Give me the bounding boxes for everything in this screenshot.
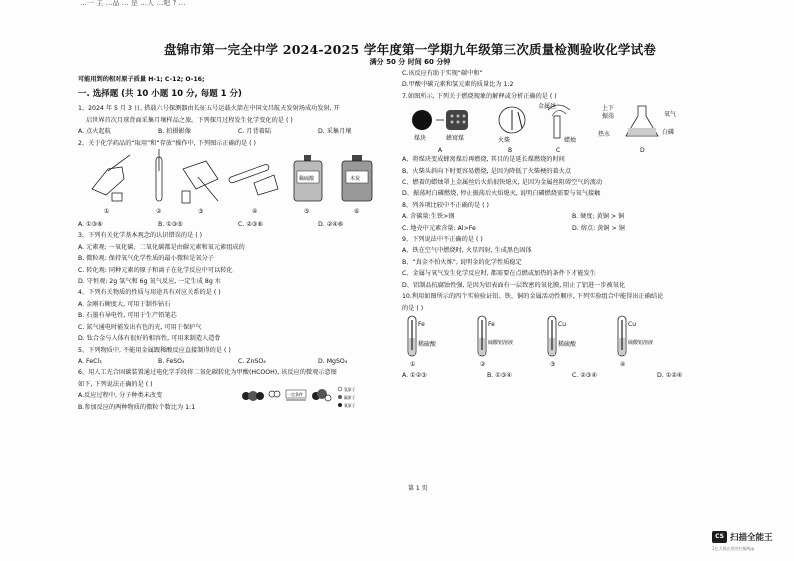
q4-option-d: D. 钛合金与人体有很好的相容性, 可用来制造人造骨 [78, 335, 221, 343]
q6-line2: 如下, 下列说法正确的是 ( ) [78, 380, 153, 388]
q1-option-a: A. 点火起航 [78, 128, 111, 136]
q4-option-c: C. 氮气通电时能发出有色的光, 可用于保护气 [78, 323, 202, 331]
q6-legend-o: 氧原子 [344, 403, 356, 409]
q7-figure-a [412, 110, 468, 154]
q6-block [78, 387, 398, 416]
section-heading: 一. 选择题 (共 10 小题 10 分, 每题 1 分) [78, 89, 242, 100]
q2-figure-3 [182, 161, 218, 203]
q9-option-d: D、铝制品抗腐蚀性强, 是因为铝表面有一层致密的氧化膜, 阻止了铝进一步被氧化 [402, 281, 626, 289]
q1-line2: 启世界首次月球背面采集月壤样品之旅。下列探月过程发生化学变化的是 ( ) [86, 116, 293, 124]
q8-option-a: A. 含碳量:生铁>钢 [402, 213, 455, 221]
q7-stem: 7.如图所示, 下列关于燃烧现象的解释或分析正确的是 ( ) [402, 92, 557, 100]
q10-tube4-num: ④ [620, 360, 626, 368]
q2-option-c: C. ②③⑥ [238, 221, 263, 229]
q9-option-b: B、“真金不怕火炼”, 说明金的化学性质稳定 [402, 258, 522, 266]
q6-option-c: C.该反应有助于实现“碳中和” [402, 70, 483, 77]
q5-options [78, 356, 398, 367]
q1-option-c: C. 月背着陆 [238, 128, 272, 136]
q7-label-c: C [556, 147, 561, 155]
q7-metal-label: 金属丝 [538, 103, 557, 111]
q10-line1: 10.利用如图所示的四个实验验证铝、铁、铜的金属活动性顺序, 下列实验组合中能得出正确结论 [402, 293, 664, 301]
q5-option-c: C. ZnSO₄ [238, 357, 266, 365]
q10-tube3-num: ③ [550, 360, 556, 368]
q2-label-6: ⑥ [354, 208, 360, 216]
q2-stem: 2、关于化学药品的“取用”和“存放”操作中, 下列图示正确的是 ( ) [78, 139, 256, 147]
q2-figure-1 [92, 155, 130, 201]
q1-options [78, 126, 398, 137]
torn-header-text: …一 主 …品 … 是 …人 …吧 ? … [80, 0, 186, 7]
q7-option-c: C、燃着的蜡烛罩上金属丝后火焰很快熄灭, 是因为金属丝阻碍空气的流动 [402, 179, 603, 187]
q10-options [402, 370, 742, 381]
q10-tube1-metal: Fe [418, 320, 425, 328]
q6-option-a: A.反应过程中, 分子种类未改变 [78, 392, 163, 400]
q6-legend-h: 氢原子 [344, 387, 356, 393]
q7-honeycomb-label: 蜂窝煤 [446, 135, 465, 143]
q5-option-a: A. FeCl₃ [78, 357, 102, 365]
page-number: 第 1 页 [408, 485, 428, 492]
q3-stem: 3、下列有关化学基本观念的认识错误的是 ( ) [78, 232, 203, 240]
q2-option-a: A. ①③⑥ [78, 221, 103, 229]
q6-legend-c: 碳原子 [344, 395, 356, 401]
q2-figure [78, 149, 398, 219]
q5-stem: 5、下列物质中, 不能用金属跟稀酸反应直接制得的是 ( ) [78, 346, 231, 354]
q10-option-a: A. ①②③ [402, 371, 427, 379]
q7-sway-label: 振荡 [602, 113, 615, 121]
q10-tube2-num: ② [480, 360, 486, 368]
q7-updown-label: 上下 [602, 105, 615, 113]
q1-option-b: B. 拍摄影像 [158, 128, 191, 136]
q9-option-c: C、金属与氧气发生化学反应时, 都需要在点燃或加热的条件下才能发生 [402, 270, 596, 278]
q2-figure-4 [228, 164, 278, 195]
q6-condition: 一定条件 [287, 392, 303, 398]
q9-stem: 9、下列说法中不正确的是 ( ) [402, 236, 483, 244]
q7-option-d: D、振荡时白磷燃烧, 停止振荡后火焰熄灭, 说明白磷燃烧需要与氧气接触 [402, 190, 601, 198]
q10-tube2-metal: Fe [488, 320, 495, 328]
q3-option-a: A. 元素观: 一氧化碳、二氧化碳都是由碳元素和氧元素组成的 [78, 243, 245, 251]
q7-label-b: B [508, 147, 513, 155]
q7-label-a: A [438, 147, 443, 155]
q10-tube1-num: ① [410, 360, 416, 368]
q1-option-d: D. 采集月壤 [318, 128, 352, 136]
q10-tube1-solution: 稀硫酸 [418, 340, 437, 348]
q10-tube-4 [618, 316, 653, 368]
q6-reactant-molecules [242, 391, 280, 401]
q6-option-d: D.甲酸中碳元素和氢元素的质量比为 1:2 [402, 81, 514, 89]
left-column [78, 74, 398, 416]
q8-stem: 8、列各项比较中不正确的是 ( ) [402, 201, 489, 209]
q10-line2: 的是 ( ) [402, 304, 424, 312]
q2-label-5: ⑤ [304, 208, 310, 216]
q1-line1: 1、2024 年 5 月 3 日, 搭载六号探测器由长征五号运载火箭在中国文昌航天发射场成功发射, 开 [78, 105, 340, 113]
q5-option-b: B. FeSO₄ [158, 357, 185, 365]
q10-tube4-solution: 硫酸铝溶液 [628, 339, 654, 346]
q2-option-d: D. ②④⑥ [318, 221, 344, 229]
q4-stem: 4、下列有关物质的性质与用途具有对应关系的是 ( ) [78, 289, 221, 297]
q7-fire-label: 火柴 [498, 137, 511, 145]
q7-option-b: B、火柴头斜向下时更容易燃烧, 是因为降低了火柴梗的着火点 [402, 167, 572, 175]
q2-bottle2-label: 木炭 [350, 176, 361, 183]
q7-hotwater-label: 热水 [598, 131, 611, 139]
q7-candle-label: 蜡烛 [564, 137, 577, 145]
q6-line1: 6、用人工光合固碳装置通过电化学手段将二氧化碳转化为甲酸(HCOOH), 该反应的微观示意图 [78, 369, 337, 377]
q7-oxygen-label: 氧气 [664, 111, 677, 119]
q9-option-a: A、铁在空气中燃烧时, 火星四射, 生成黑色固体 [402, 247, 532, 255]
q5-option-d: D. MgSO₄ [318, 357, 348, 365]
q2-operations-illustration [78, 149, 398, 219]
q10-test-tubes [402, 314, 742, 370]
q3-option-c: C. 转化观: 同种元素的原子和离子在化学反应中可以转化 [78, 266, 233, 274]
q7-figure [402, 102, 742, 154]
q10-tube4-metal: Cu [628, 320, 636, 328]
q10-figure [402, 314, 742, 370]
q2-label-1: ① [104, 208, 110, 216]
q4-option-b: B. 石墨有导电性, 可用于生产铅笔芯 [78, 312, 177, 320]
q3-option-d: D. 守恒观: 2g 氢气和 6g 氧气反应, 一定生成 8g 水 [78, 278, 221, 286]
right-column [402, 68, 742, 381]
scanner-watermark [712, 529, 790, 555]
q2-label-4: ④ [252, 208, 258, 216]
q10-option-c: C. ②③④ [572, 371, 597, 379]
q8-option-c: C. 地壳中元素含量: Al>Fe [402, 224, 476, 232]
exam-title: 盘锦市第一完全中学 2024-2025 学年度第一学期九年级第三次质量检测验收化学试卷 [163, 42, 657, 57]
exam-subtitle: 满分 50 分 时间 60 分钟 [369, 58, 451, 66]
cs-logo-icon: CS [712, 531, 727, 543]
q7-figure-b [498, 107, 525, 154]
q7-figure-c [538, 102, 577, 154]
q8-option-d: D. 熔点: 黄铜 > 铜 [572, 224, 625, 232]
q10-option-b: B. ①③④ [487, 371, 512, 379]
q6-legend [338, 387, 356, 408]
q6-option-b: B.参加反应的两种物质的微粒个数比为 1:1 [78, 404, 196, 412]
q10-tube-2 [478, 316, 513, 368]
q2-option-b: B. ①③⑤ [158, 221, 183, 229]
scanner-tagline: 3亿人都在用的扫描App [712, 546, 755, 551]
q4-option-a: A. 金刚石硬度大, 可用于制作钻石 [78, 300, 171, 308]
q7-figure-d [598, 104, 676, 154]
atomic-masses: 可能用到的相对原子质量 H-1; C-12; O-16; [78, 76, 205, 83]
q10-tube3-solution: 稀硫酸 [558, 340, 577, 348]
q2-bottle1-label: 稀硫酸 [299, 176, 315, 183]
q8-option-b: B. 硬度: 黄铜 > 铜 [572, 213, 625, 221]
q3-option-b: B. 微粒观: 保持氧气化学性质的最小微粒是氧分子 [78, 255, 214, 263]
q7-combustion-illustration [402, 102, 742, 154]
q10-tube3-metal: Cu [558, 320, 566, 328]
q2-figure-2 [156, 149, 162, 201]
q8-options-cd [402, 223, 742, 234]
q6-product-molecule [312, 389, 331, 401]
q10-tube-3 [548, 316, 577, 368]
q7-coal-label: 煤块 [414, 135, 427, 143]
q10-tube-1 [408, 316, 437, 368]
q7-label-d: D [640, 147, 645, 155]
scanner-app-name: 扫描全能王 [730, 533, 773, 543]
q6-micro-diagram [238, 384, 368, 412]
q7-whitep-label: 白磷 [662, 129, 675, 137]
q7-option-a: A、将煤块变成蜂窝煤后再燃烧, 其目的是延长煤燃烧的时间 [402, 156, 565, 164]
q10-tube2-solution: 硫酸铝溶液 [488, 339, 514, 346]
q8-options-ab [402, 211, 742, 222]
q10-option-d: D. ①②④ [657, 371, 683, 379]
q2-label-3: ③ [198, 208, 204, 216]
q2-options [78, 219, 398, 230]
q2-label-2: ② [156, 208, 162, 216]
